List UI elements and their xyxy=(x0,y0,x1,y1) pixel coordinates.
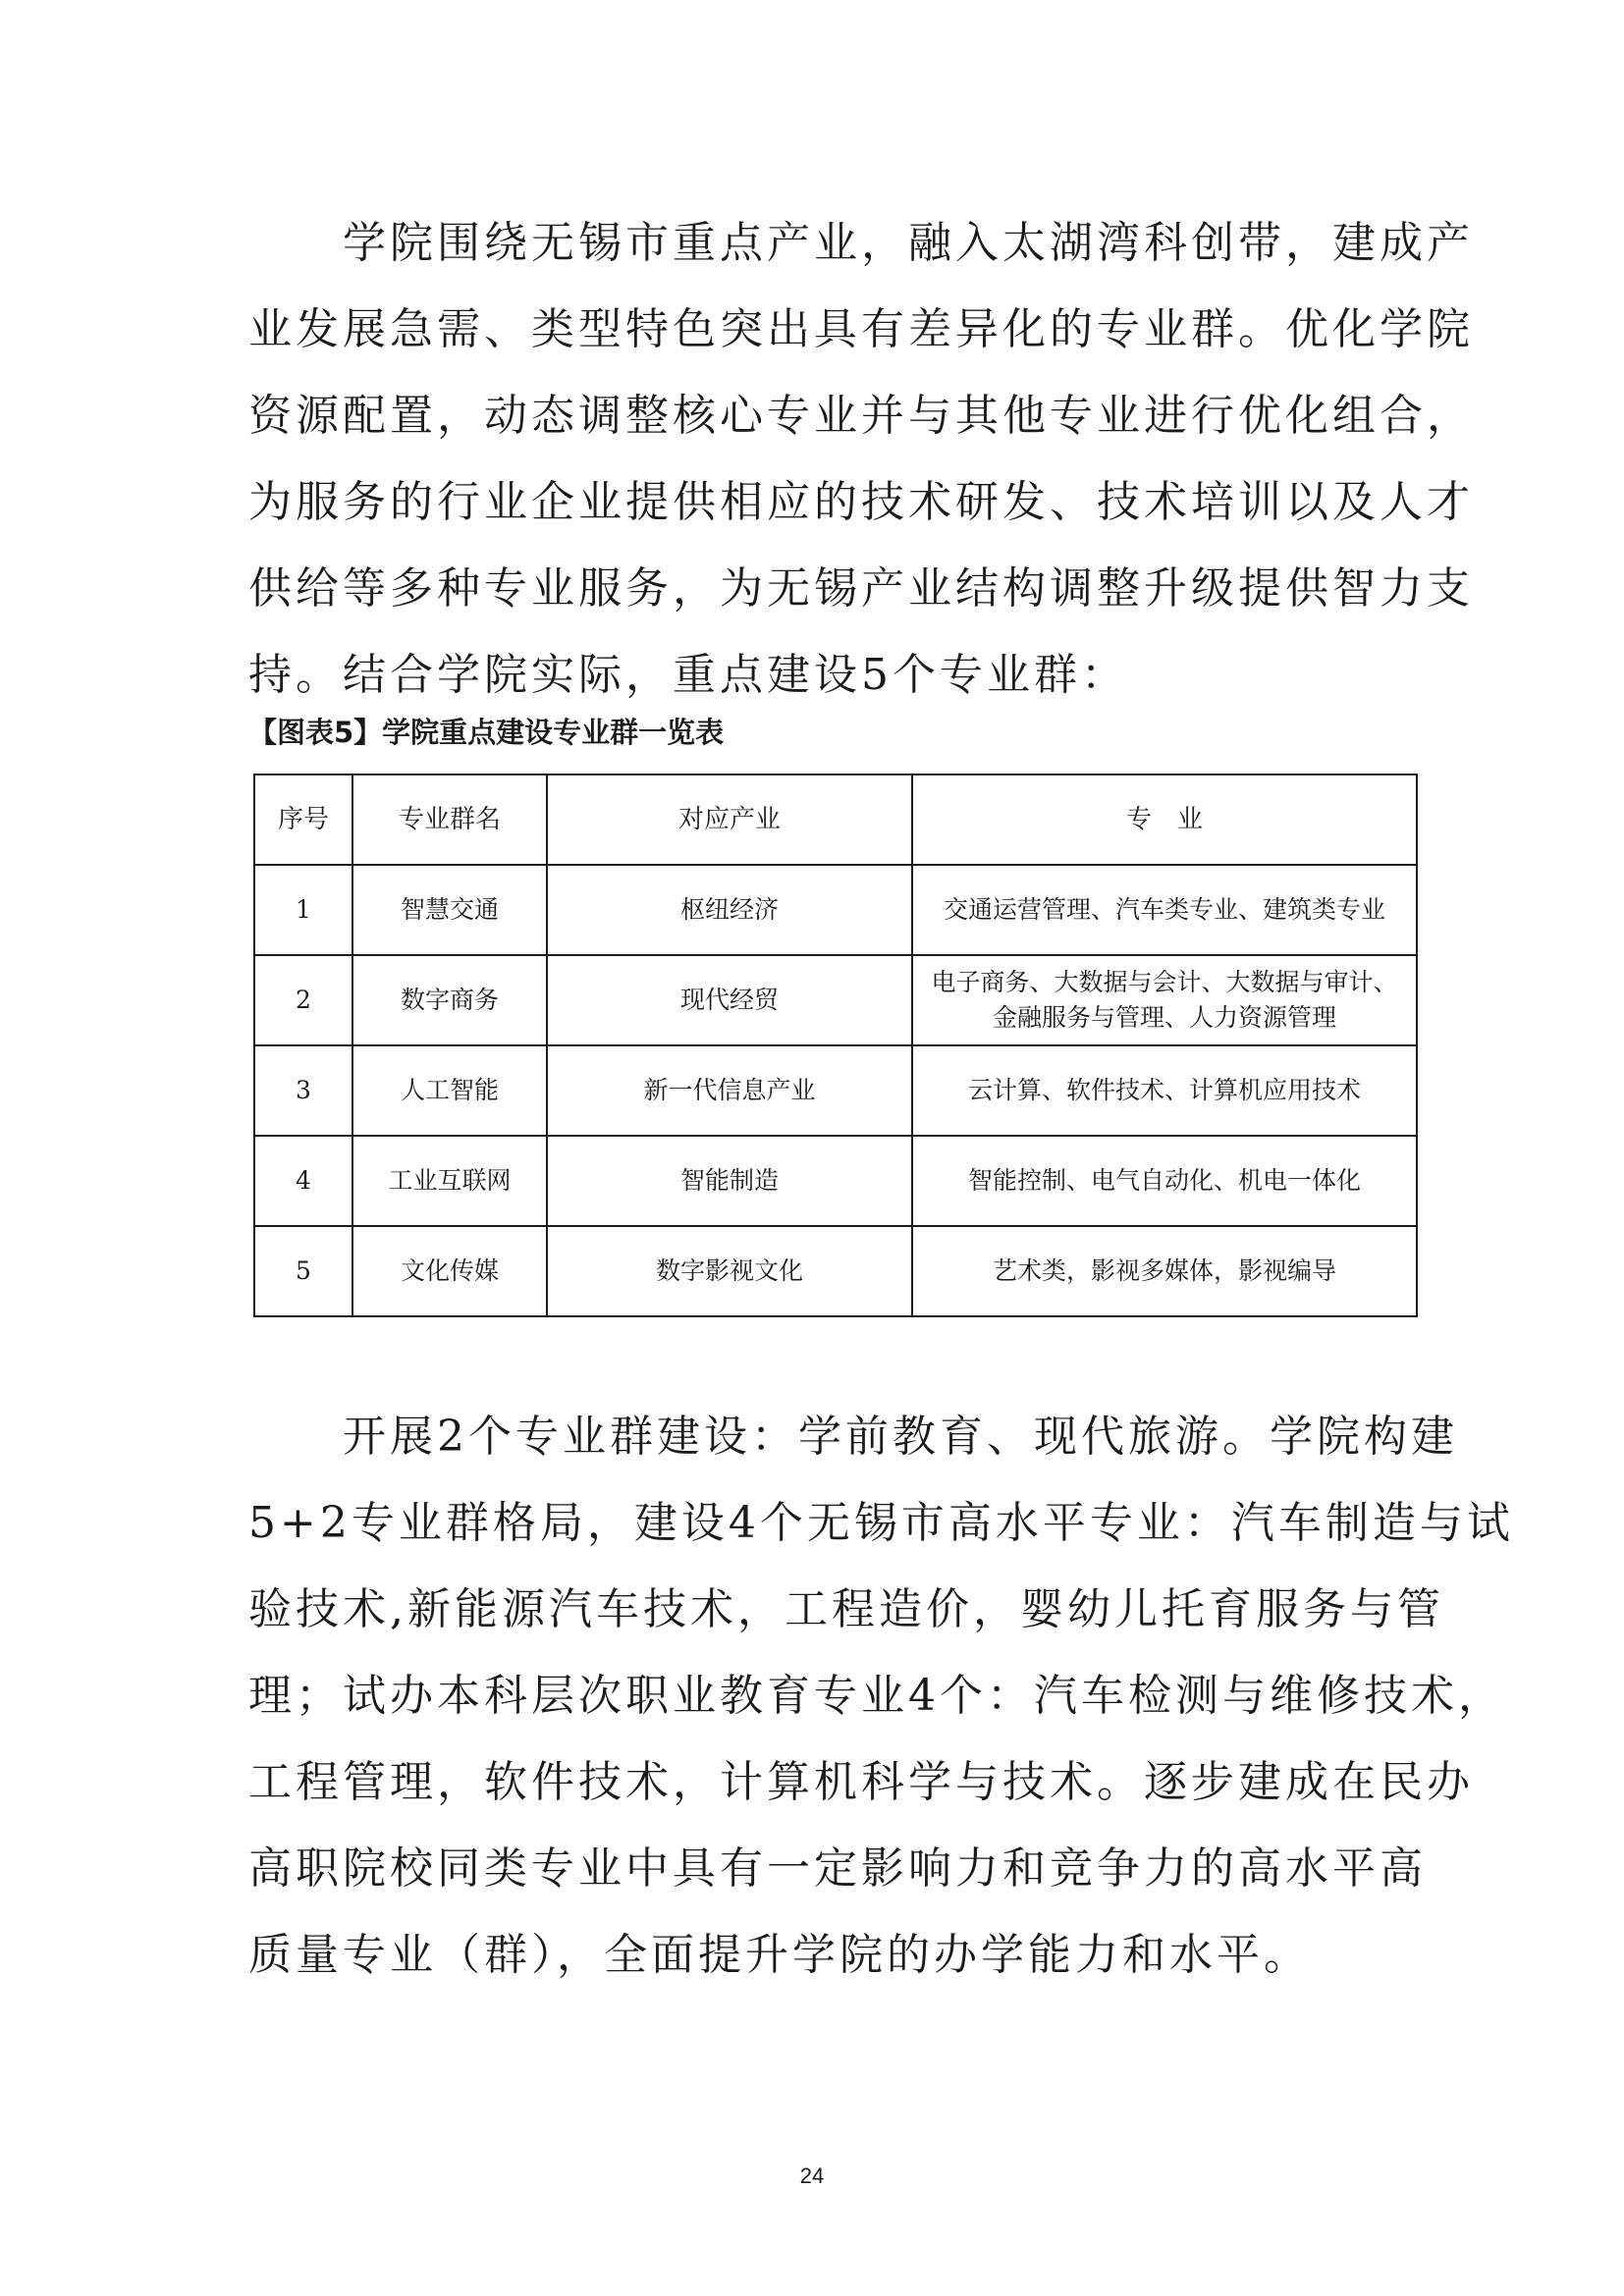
cell-number: 4 xyxy=(254,1136,352,1226)
cell-cluster-name: 智慧交通 xyxy=(352,865,547,955)
cell-cluster-name: 文化传媒 xyxy=(352,1226,547,1316)
paragraph-line: 开展2个专业群建设：学前教育、现代旅游。学院构建 xyxy=(248,1412,1458,1462)
paragraph-line: 业发展急需、类型特色突出具有差异化的专业群。优化学院 xyxy=(248,304,1474,354)
paragraph-line: 质量专业（群），全面提升学院的办学能力和水平。 xyxy=(248,1930,1311,1980)
table-row xyxy=(254,1136,1417,1226)
cell-number: 5 xyxy=(254,1226,352,1316)
majors-line: 云计算、软件技术、计算机应用技术 xyxy=(967,1076,1361,1104)
cell-cluster-name: 工业互联网 xyxy=(352,1136,547,1226)
cell-number: 2 xyxy=(254,955,352,1045)
cell-majors xyxy=(912,955,1417,1045)
paragraph-line: 学院围绕无锡市重点产业，融入太湖湾科创带，建成产 xyxy=(248,218,1474,268)
body-paragraph xyxy=(248,1394,1514,1999)
table-row xyxy=(254,1045,1417,1136)
cell-industry: 数字影视文化 xyxy=(547,1226,912,1316)
cell-number: 3 xyxy=(254,1045,352,1136)
paragraph-line: 供给等多种专业服务，为无锡产业结构调整升级提供智力支 xyxy=(248,563,1474,614)
cell-industry: 智能制造 xyxy=(547,1136,912,1226)
cell-number: 1 xyxy=(254,865,352,955)
cell-cluster-name: 人工智能 xyxy=(352,1045,547,1136)
header-majors: 专 业 xyxy=(912,774,1417,865)
paragraph-line: 5+2专业群格局，建设4个无锡市高水平专业：汽车制造与试 xyxy=(248,1498,1514,1548)
page-number: 24 xyxy=(799,2163,825,2188)
paragraph-line: 资源配置，动态调整核心专业并与其他专业进行优化组合， xyxy=(248,391,1474,441)
cell-majors xyxy=(912,1045,1417,1136)
table-row xyxy=(254,955,1417,1045)
intro-paragraph xyxy=(248,200,1474,719)
cell-majors xyxy=(912,1136,1417,1226)
cell-cluster-name: 数字商务 xyxy=(352,955,547,1045)
paragraph-line: 高职院校同类专业中具有一定影响力和竞争力的高水平高 xyxy=(248,1843,1427,1894)
paragraph-line: 理；试办本科层次职业教育专业4个：汽车检测与维修技术， xyxy=(248,1671,1505,1721)
header-industry: 对应产业 xyxy=(547,774,912,865)
majors-line: 交通运营管理、汽车类专业、建筑类专业 xyxy=(943,895,1385,924)
majors-line: 智能控制、电气自动化、机电一体化 xyxy=(967,1166,1361,1195)
paragraph-line: 持。结合学院实际，重点建设5个专业群： xyxy=(248,650,1128,700)
table-caption: 【图表5】学院重点建设专业群一览表 xyxy=(248,716,725,749)
majors-line: 金融服务与管理、人力资源管理 xyxy=(992,1003,1336,1032)
cell-majors xyxy=(912,865,1417,955)
majors-line: 艺术类，影视多媒体，影视编导 xyxy=(992,1256,1336,1285)
table-row xyxy=(254,865,1417,955)
cell-industry: 现代经贸 xyxy=(547,955,912,1045)
header-cluster-name: 专业群名 xyxy=(352,774,547,865)
header-number: 序号 xyxy=(254,774,352,865)
cell-majors xyxy=(912,1226,1417,1316)
major-cluster-table xyxy=(253,774,1418,1317)
cell-industry: 枢纽经济 xyxy=(547,865,912,955)
cell-industry: 新一代信息产业 xyxy=(547,1045,912,1136)
table-row xyxy=(254,1226,1417,1316)
paragraph-line: 工程管理，软件技术，计算机科学与技术。逐步建成在民办 xyxy=(248,1757,1474,1807)
table-header-row xyxy=(254,774,1417,865)
paragraph-line: 验技术,新能源汽车技术，工程造价，婴幼儿托育服务与管 xyxy=(248,1584,1444,1634)
paragraph-line: 为服务的行业企业提供相应的技术研发、技术培训以及人才 xyxy=(248,477,1474,527)
majors-line: 电子商务、大数据与会计、大数据与审计、 xyxy=(931,968,1398,996)
